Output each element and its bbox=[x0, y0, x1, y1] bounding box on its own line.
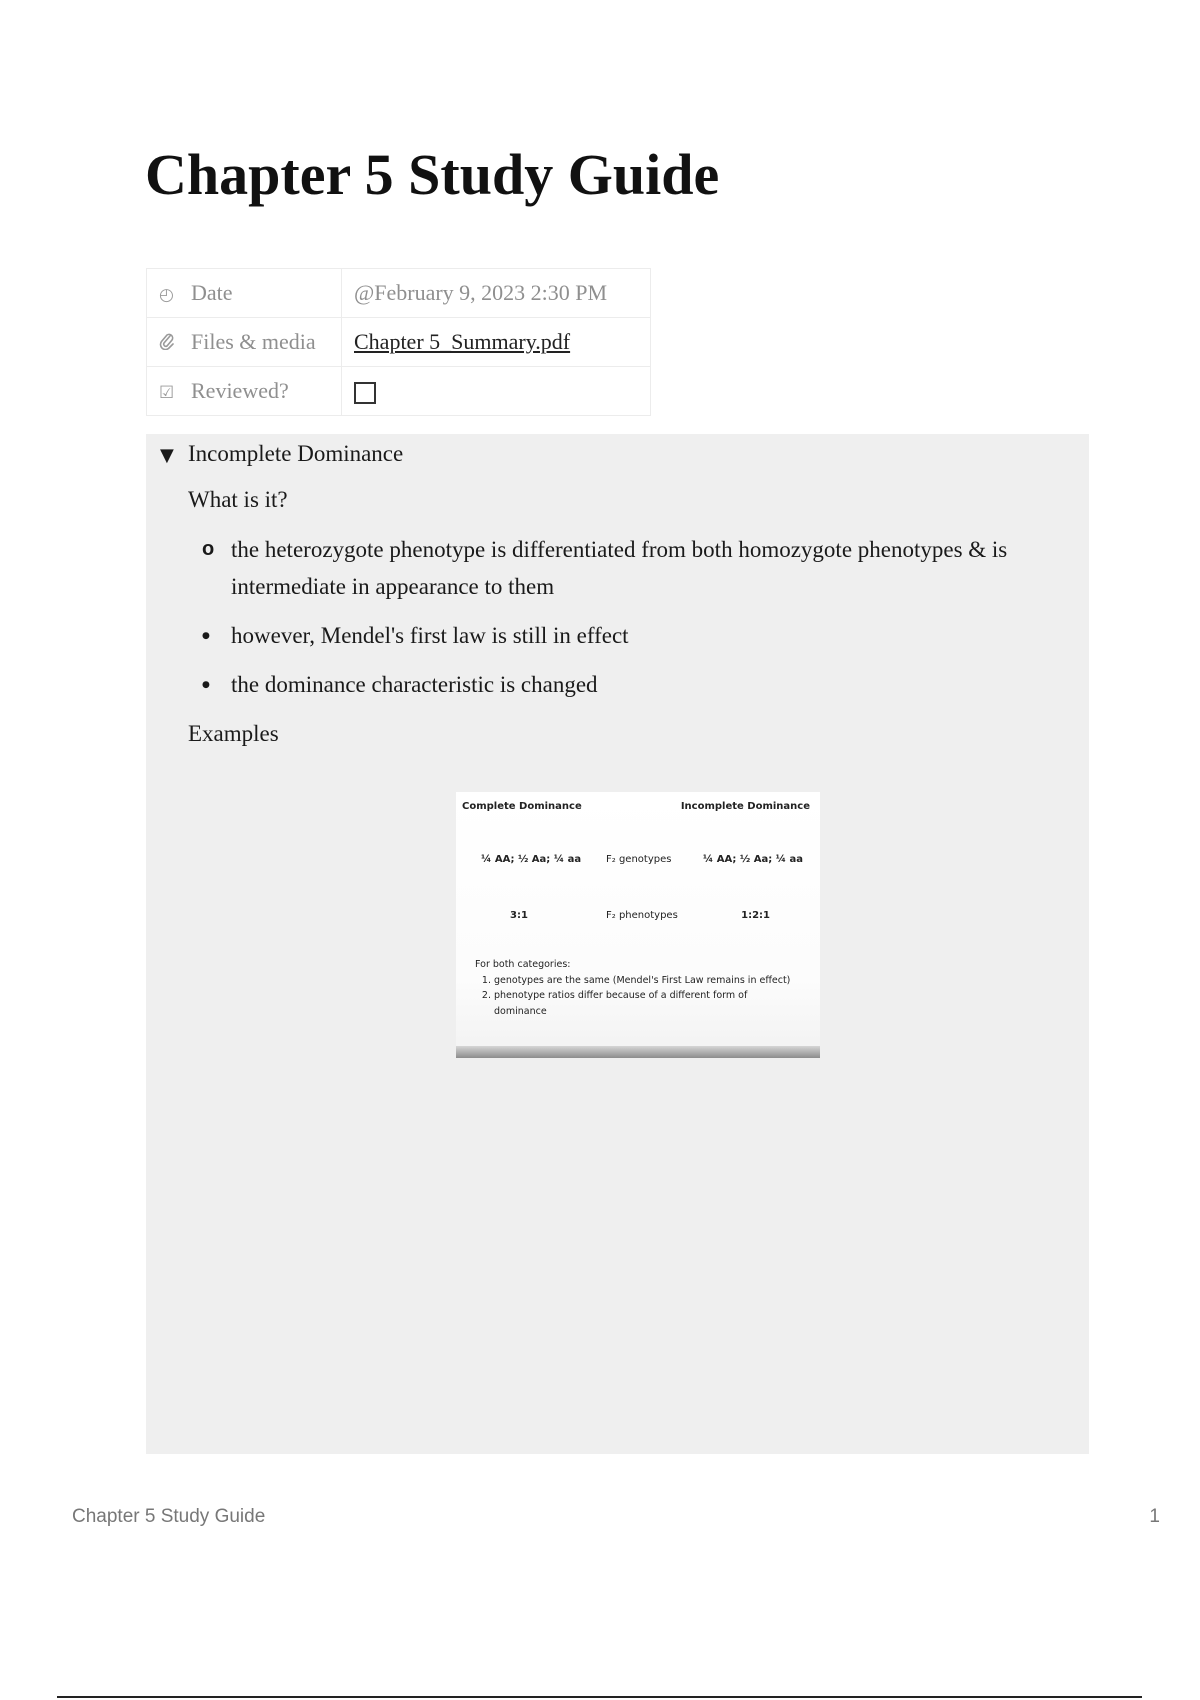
page-title: Chapter 5 Study Guide bbox=[145, 142, 720, 207]
list-item-text: the heterozygote phenotype is differentiated from both homozygote phenotypes & is intermediate in appearance to them bbox=[231, 537, 1008, 599]
slide-note-item: 1. genotypes are the same (Mendel's First Law remains in effect) bbox=[494, 973, 794, 989]
property-name-date bbox=[147, 269, 342, 318]
question-text: What is it? bbox=[188, 487, 288, 512]
paperclip-icon bbox=[159, 332, 179, 355]
property-label: Date bbox=[191, 280, 233, 305]
examples-label: Examples bbox=[188, 721, 279, 746]
toggle-content bbox=[188, 481, 1048, 752]
property-value-files bbox=[342, 318, 651, 367]
clock-icon: ◴ bbox=[159, 284, 174, 305]
property-name-files bbox=[147, 318, 342, 367]
hollow-bullet-icon bbox=[202, 531, 214, 568]
list-item-text: the dominance characteristic is changed bbox=[231, 672, 598, 697]
checkbox-icon: ☑ bbox=[159, 382, 175, 403]
footer-title: Chapter 5 Study Guide bbox=[72, 1506, 266, 1527]
slide-header-complete: Complete Dominance bbox=[462, 801, 582, 812]
slide-row2-middle: F₂ phenotypes bbox=[606, 910, 678, 921]
property-value-reviewed bbox=[342, 367, 651, 416]
example-image bbox=[456, 792, 820, 1058]
slide-header-incomplete: Incomplete Dominance bbox=[680, 801, 810, 812]
toggle-title: Incomplete Dominance bbox=[188, 441, 404, 466]
slide-row1-middle: F₂ genotypes bbox=[606, 854, 672, 865]
slide-row1-left: ¼ AA; ½ Aa; ¼ aa bbox=[481, 854, 582, 865]
list-item bbox=[188, 617, 1048, 654]
slide-bottom-bar bbox=[456, 1046, 820, 1058]
list-item-text: however, Mendel's first law is still in effect bbox=[231, 623, 629, 648]
bullet-icon bbox=[202, 666, 210, 707]
slide-row2-right: 1:2:1 bbox=[741, 910, 770, 921]
slide-row1-right: ¼ AA; ½ Aa; ¼ aa bbox=[702, 854, 803, 865]
list-item bbox=[188, 531, 1048, 605]
property-row-reviewed bbox=[147, 367, 651, 416]
file-attachment-link[interactable]: Chapter 5_Summary.pdf bbox=[354, 329, 571, 354]
bullet-list bbox=[188, 531, 1048, 703]
slide-note-item: 2. phenotype ratios differ because of a different form of dominance bbox=[494, 988, 794, 1019]
slide-notes bbox=[475, 957, 794, 1019]
slide-notes-heading: For both categories: bbox=[475, 959, 571, 970]
property-label: Files & media bbox=[191, 328, 316, 354]
bottom-rule bbox=[57, 1696, 1142, 1698]
property-label: Reviewed? bbox=[191, 378, 289, 403]
property-value-date[interactable]: @February 9, 2023 2:30 PM bbox=[342, 269, 651, 318]
property-row-date bbox=[147, 269, 651, 318]
toggle-header[interactable] bbox=[160, 436, 403, 474]
footer-page-number: 1 bbox=[1149, 1506, 1160, 1527]
slide-row2-left: 3:1 bbox=[510, 910, 528, 921]
triangle-down-icon[interactable]: ▼ bbox=[160, 445, 174, 466]
property-row-files bbox=[147, 318, 651, 367]
bullet-icon bbox=[202, 617, 210, 658]
properties-table bbox=[146, 268, 651, 416]
property-name-reviewed bbox=[147, 367, 342, 416]
reviewed-checkbox[interactable] bbox=[354, 382, 376, 404]
slide-notes-list bbox=[475, 973, 794, 1020]
paperclip-icon-svg bbox=[159, 332, 175, 350]
list-item bbox=[188, 666, 1048, 703]
